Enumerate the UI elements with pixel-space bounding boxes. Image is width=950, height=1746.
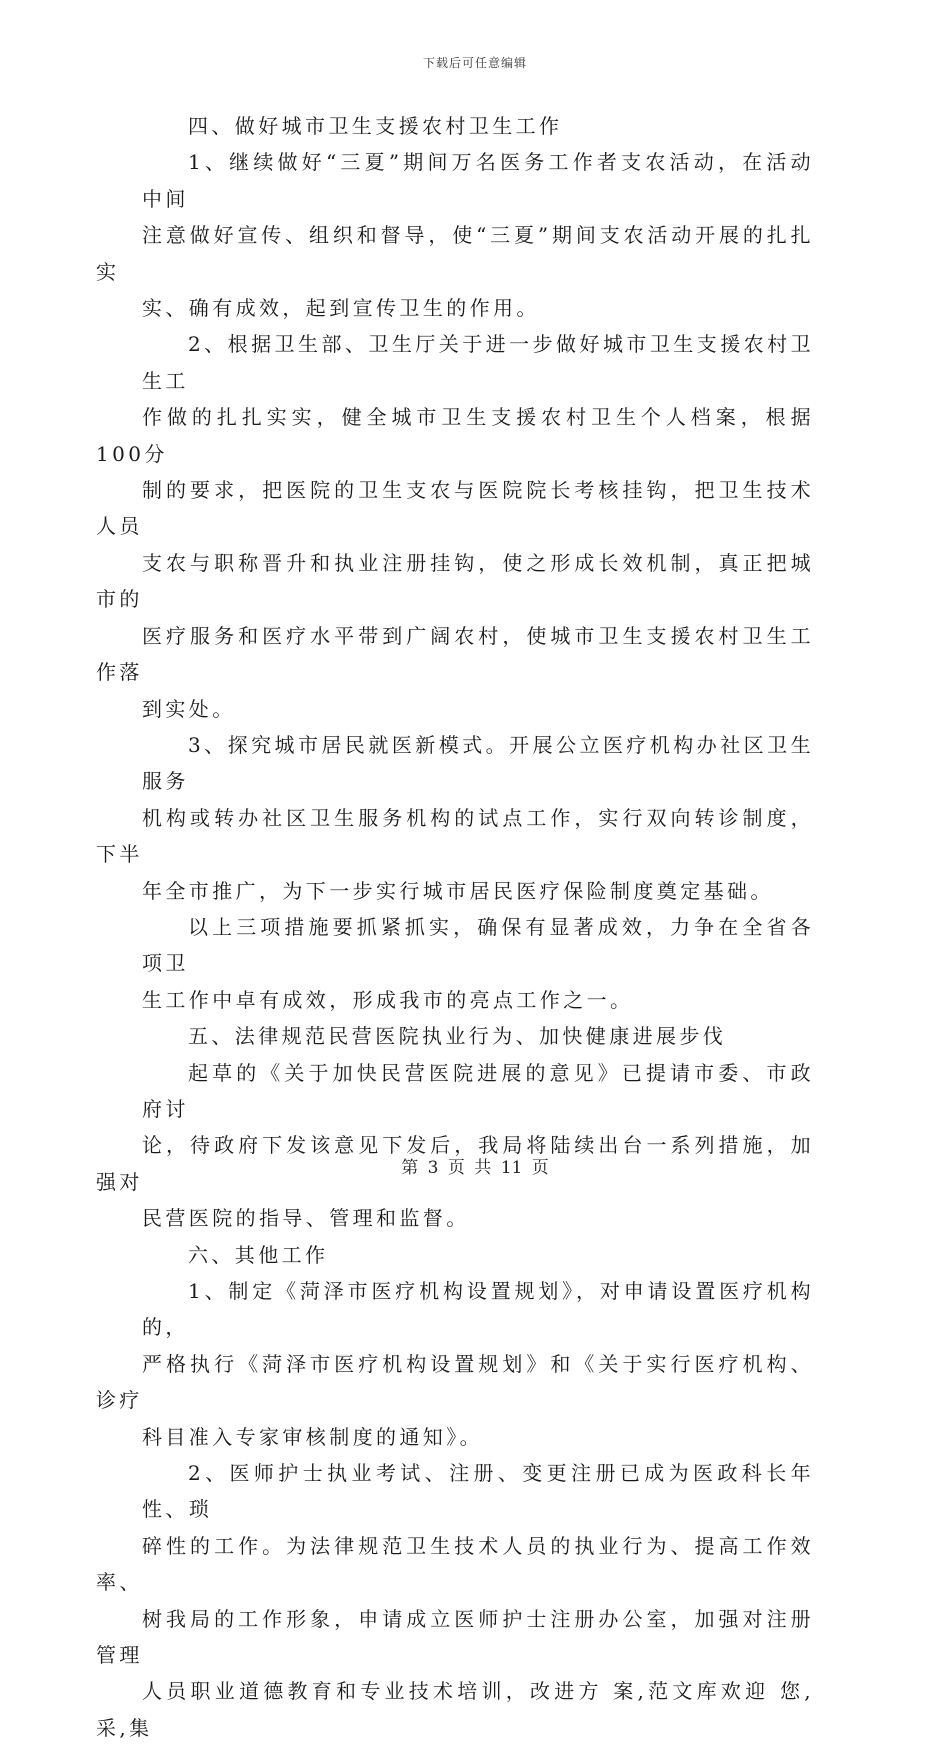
text-line: 3、探究城市居民就医新模式。开展公立医疗机构办社区卫生服务 [142,732,814,794]
text-line: 生工作中卓有成效，形成我市的亮点工作之一。 [142,987,634,1012]
text-line: 四、做好城市卫生支援农村卫生工作 [188,114,563,138]
text-line: 支农与职称晋升和执业注册挂钩，使之形成长效机制，真正把城市的 [96,550,814,612]
document-body [96,108,814,1746]
paragraph [96,727,814,909]
text-line: 碎性的工作。为法律规范卫生技术人员的执业行为、提高工作效率、 [96,1533,814,1595]
text-line: 医疗服务和医疗水平带到广阔农村，使城市卫生支援农村卫生工作落 [96,623,814,685]
text-line: 六、其他工作 [188,1242,329,1267]
paragraph [96,1273,814,1455]
text-line: 以上三项措施要抓紧抓实，确保有显著成效，力争在全省各项卫 [142,914,814,976]
text-line: 人员职业道德教育和专业技术培训，改进方 案,范文库欢迎 您,采,集 [96,1679,814,1740]
paragraph [142,909,814,1018]
text-line: 到实处。 [142,696,236,721]
text-line: 1、继续做好“三夏”期间万名医务工作者支农活动，在活动中间 [142,150,814,211]
text-line: 2、医师护士执业考试、注册、变更注册已成为医政科长年性、琐 [142,1461,814,1522]
paragraph [96,326,814,726]
page-header: 下载后可任意编辑 [422,56,527,70]
text-line: 作做的扎扎实实，健全城市卫生支援农村卫生个人档案，根据100分 [96,405,814,466]
paragraph [96,1055,814,1237]
text-line: 机构或转办社区卫生服务机构的试点工作，实行双向转诊制度，下半 [96,805,814,867]
text-line: 论，待政府下发该意见下发后，我局将陆续出台一系列措施，加强对 [96,1133,814,1194]
page-footer: 第 3 页 共 11 页 [401,1158,549,1178]
text-line: 严格执行《菏泽市医疗机构设置规划》和《关于实行医疗机构、诊疗 [96,1351,814,1413]
text-line: 注意做好宣传、组织和督导，使“三夏”期间支农活动开展的扎扎实 [96,223,814,284]
text-line: 制的要求，把医院的卫生支农与医院院长考核挂钩，把卫生技术人员 [96,478,814,539]
section-heading-5 [142,1018,814,1054]
text-line: 树我局的工作形象，申请成立医师护士注册办公室，加强对注册管理 [96,1606,814,1668]
paragraph [96,144,814,326]
text-line: 年全市推广，为下一步实行城市居民医疗保险制度奠定基础。 [142,878,774,903]
text-line: 民营医院的指导、管理和监督。 [142,1206,470,1231]
text-line: 实、确有成效，起到宣传卫生的作用。 [142,296,540,321]
text-line: 五、法律规范民营医院执业行为、加快健康进展步伐 [188,1024,727,1049]
paragraph [96,1455,814,1746]
text-line: 起草的《关于加快民营医院进展的意见》已提请市委、市政府讨 [142,1060,814,1121]
text-line: 1、制定《菏泽市医疗机构设置规划》，对申请设置医疗机构的， [142,1279,814,1340]
section-heading-4 [142,108,814,144]
text-line: 2、根据卫生部、卫生厅关于进一步做好城市卫生支援农村卫生工 [142,332,814,393]
section-heading-6 [142,1237,814,1273]
text-line: 科目准入专家审核制度的通知》。 [142,1424,483,1449]
